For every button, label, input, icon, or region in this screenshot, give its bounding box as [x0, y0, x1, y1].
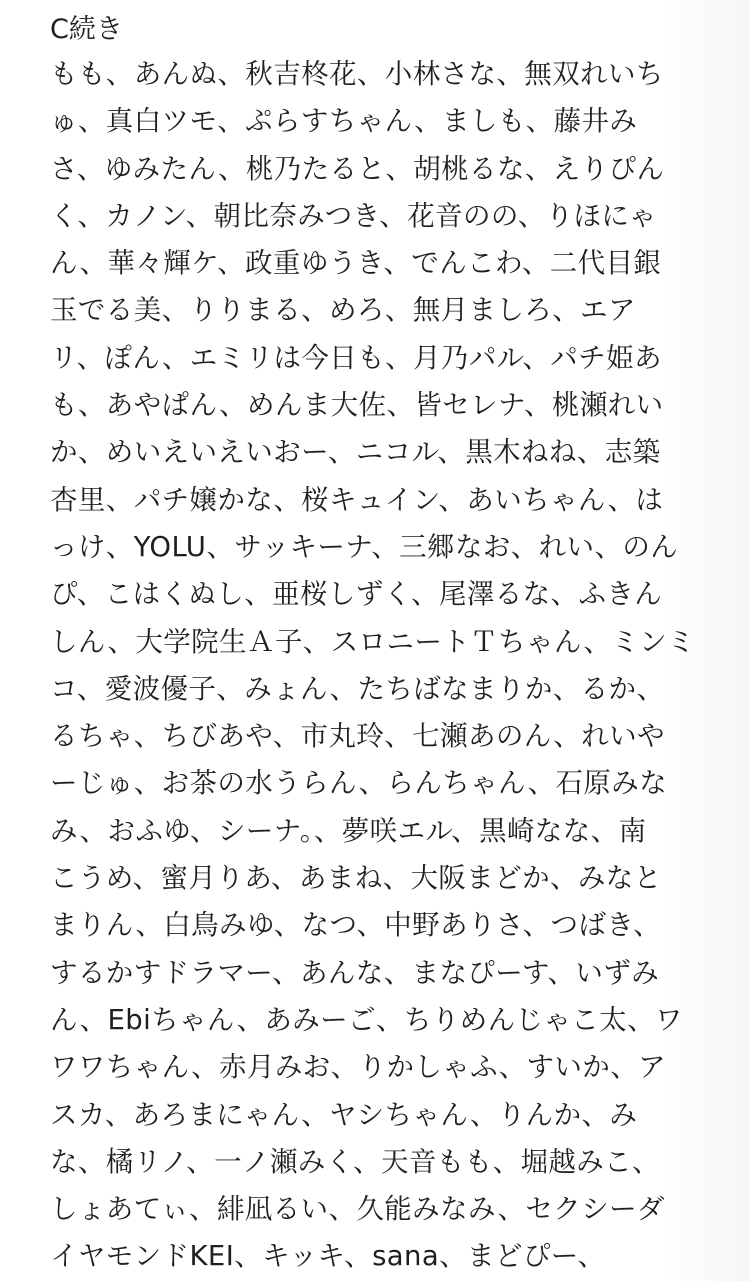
text-line: もも、あんぬ、秋吉柊花、小林さな、無双れいち	[50, 58, 664, 90]
text-line: まりん、白鳥みゆ、なつ、中野ありさ、つばき、	[50, 909, 662, 942]
text-line: ん、華々輝ケ、政重ゆうき、でんこわ、二代目銀	[50, 247, 662, 280]
text-line: も、あやぱん、めんま大佐、皆セレナ、桃瀬れい	[50, 389, 664, 422]
text-line: な、橘リノ、一ノ瀬みく、天音もも、堀越みこ、	[50, 1145, 660, 1178]
text-line: イヤモンドKEI、キッキ、sana、まどぴー、	[50, 1240, 606, 1273]
text-line: ん、Ebiちゃん、あみーご、ちりめんじゃこ太、ワ	[50, 1003, 683, 1036]
text-line: リ、ぽん、エミリは今日も、月乃パル、パチ姫あ	[50, 341, 662, 374]
text-line: か、めいえいえいおー、ニコル、黒木ねね、志築	[50, 436, 661, 469]
note-body	[50, 51, 730, 1281]
text-line: ゅ、真白ツモ、ぷらすちゃん、ましも、藤井み	[50, 105, 638, 138]
text-line: ーじゅ、お茶の水うらん、らんちゃん、石原みな	[50, 767, 668, 800]
text-line: コ、愛波優子、みょん、たちばなまりか、るか、	[50, 672, 665, 705]
text-line: スカ、あろまにゃん、ヤシちゃん、りんか、み	[50, 1098, 638, 1131]
text-line: く、カノン、朝比奈みつき、花音のの、りほにゃ	[50, 199, 657, 232]
text-line: するかすドラマー、あんな、まなぴーす、いずみ	[50, 956, 660, 989]
text-line: 玉でる美、りりまる、めろ、無月ましろ、エア	[50, 294, 636, 327]
text-line: しん、大学院生Ａ子、スロニートＴちゃん、ミンミ	[50, 625, 695, 658]
text-line: るちゃ、ちびあや、市丸玲、七瀬あのん、れいや	[50, 720, 665, 753]
text-line: さ、ゆみたん、桃乃たると、胡桃るな、えりぴん	[50, 152, 665, 185]
note-heading: C続き	[50, 14, 123, 45]
text-line: ワワちゃん、赤月みお、りかしゃふ、すいか、ア	[50, 1051, 666, 1084]
text-line: しょあてぃ、緋凪るい、久能みなみ、セクシーダ	[50, 1193, 665, 1226]
text-line: 杏里、パチ嬢かな、桜キュイン、あいちゃん、は	[50, 483, 664, 516]
text-line: っけ、YOLU、サッキーナ、三郷なお、れい、のん	[50, 530, 679, 563]
text-line: み、おふゆ、シーナ。、夢咲エル、黒崎なな、南	[50, 814, 647, 847]
text-line: こうめ、蜜月りあ、あまね、大阪まどか、みなと	[50, 862, 662, 895]
text-line: ぴ、こはくぬし、亜桜しずく、尾澤るな、ふきん	[50, 578, 663, 611]
